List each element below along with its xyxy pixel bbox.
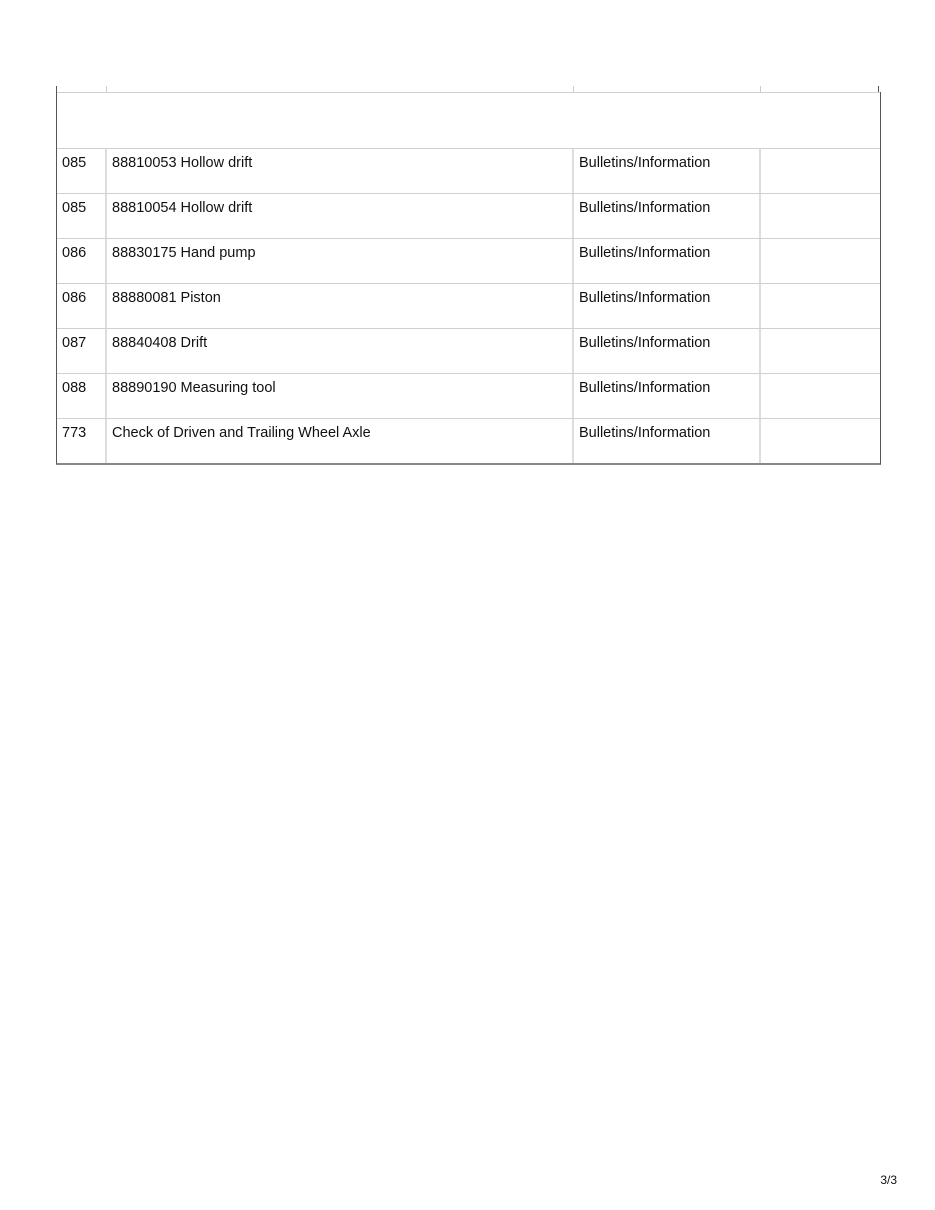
cell-type: Bulletins/Information bbox=[574, 419, 761, 463]
cell-extra bbox=[761, 284, 880, 328]
table-row bbox=[57, 193, 880, 238]
table-row bbox=[57, 418, 880, 463]
cell-type: Bulletins/Information bbox=[574, 194, 761, 238]
table-row-blank bbox=[57, 92, 880, 148]
cell-description: 88890190 Measuring tool bbox=[107, 374, 574, 418]
table-continuation-stub bbox=[56, 86, 879, 92]
table-row bbox=[57, 328, 880, 373]
cell-description: 88840408 Drift bbox=[107, 329, 574, 373]
cell-code: 085 bbox=[57, 194, 107, 238]
cell-code: 086 bbox=[57, 239, 107, 283]
table-row bbox=[57, 373, 880, 418]
cell-description: 88880081 Piston bbox=[107, 284, 574, 328]
cell-code: 087 bbox=[57, 329, 107, 373]
cell-code: 085 bbox=[57, 149, 107, 193]
cell-description: Check of Driven and Trailing Wheel Axle bbox=[107, 419, 574, 463]
cell-type: Bulletins/Information bbox=[574, 239, 761, 283]
cell-type: Bulletins/Information bbox=[574, 284, 761, 328]
cell-type: Bulletins/Information bbox=[574, 374, 761, 418]
table-row bbox=[57, 238, 880, 283]
table-row bbox=[57, 283, 880, 328]
cell-code: 088 bbox=[57, 374, 107, 418]
table-row bbox=[57, 148, 880, 193]
cell-blank bbox=[57, 93, 107, 148]
cell-extra bbox=[761, 374, 880, 418]
cell-extra bbox=[761, 329, 880, 373]
cell-description: 88830175 Hand pump bbox=[107, 239, 574, 283]
cell-description: 88810054 Hollow drift bbox=[107, 194, 574, 238]
bulletin-table bbox=[56, 92, 881, 465]
cell-extra bbox=[761, 194, 880, 238]
cell-type: Bulletins/Information bbox=[574, 149, 761, 193]
cell-code: 086 bbox=[57, 284, 107, 328]
cell-code: 773 bbox=[57, 419, 107, 463]
page-number: 3/3 bbox=[880, 1173, 897, 1187]
cell-extra bbox=[761, 239, 880, 283]
cell-extra bbox=[761, 419, 880, 463]
cell-description: 88810053 Hollow drift bbox=[107, 149, 574, 193]
cell-type: Bulletins/Information bbox=[574, 329, 761, 373]
cell-extra bbox=[761, 149, 880, 193]
